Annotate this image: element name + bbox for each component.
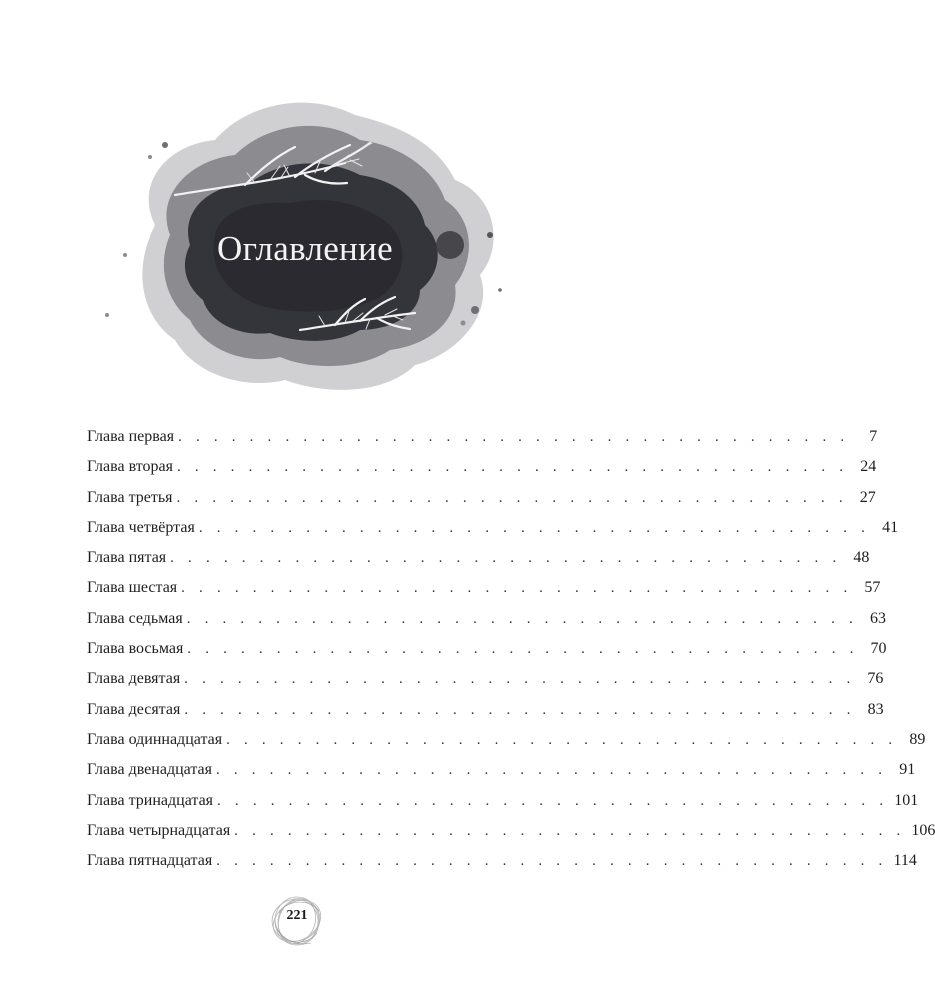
toc-entry-page: 48 xyxy=(853,549,870,567)
dot-leader: . . . . . . . . . . . . . . . . . . . . . . . . . . . . . . . . . . . . . . xyxy=(217,792,889,809)
toc-entry[interactable] xyxy=(87,852,917,882)
dot-leader: . . . . . . . . . . . . . . . . . . . . . . . . . . . . . . . . . . . . . . xyxy=(184,671,856,688)
page-title: Оглавление xyxy=(217,229,393,268)
toc-entry[interactable] xyxy=(87,549,870,579)
dot-leader: . . . . . . . . . . . . . . . . . . . . . . . . . . . . . . . . . . . . . . xyxy=(170,550,842,567)
toc-entry[interactable] xyxy=(87,579,881,609)
dot-leader: . . . . . . . . . . . . . . . . . . . . . . . . . . . . . . . . . . . . . . xyxy=(215,762,888,779)
toc-entry-label: Глава тринадцатая xyxy=(87,791,214,809)
dot-leader: . . . . . . . . . . . . . . . . . . . . . . . . . . . . . . . . . . . . . . xyxy=(176,489,848,506)
dot-leader: . . . . . . . . . . . . . . . . . . . . . . . . . . . . . . . . . . . . . . xyxy=(178,429,850,445)
toc-entry-page: 70 xyxy=(870,640,887,658)
toc-entry-label: Глава одиннадцатая xyxy=(87,730,223,748)
toc-entry-label: Глава третья xyxy=(87,488,173,506)
dot-leader: . . . . . . . . . . . . . . . . . . . . . . . . . . . . . . . . . . . . . . xyxy=(181,580,853,597)
toc-entry[interactable] xyxy=(87,761,916,791)
dot-leader: . . . . . . . . . . . . . . . . . . . . . . . . . . . . . . . . . . . . . . xyxy=(186,610,858,627)
toc-entry-page: 63 xyxy=(869,609,886,627)
toc-entry-page: 106 xyxy=(911,821,935,839)
toc-entry[interactable] xyxy=(87,458,877,488)
toc-entry[interactable] xyxy=(87,821,935,852)
toc-entry-page: 91 xyxy=(899,761,916,779)
toc-entry-label: Глава пятая xyxy=(87,549,167,567)
toc-entry-page: 83 xyxy=(867,700,884,718)
toc-entry-label: Глава восьмая xyxy=(87,640,184,658)
toc-entry-label: Глава четвёртая xyxy=(87,518,195,536)
table-of-contents xyxy=(87,428,935,882)
toc-entry-page: 57 xyxy=(864,579,881,597)
toc-entry-label: Глава девятая xyxy=(87,670,181,688)
toc-entry-label: Глава шестая xyxy=(87,579,178,597)
toc-entry-label: Глава четырнадцатая xyxy=(87,821,231,839)
toc-entry-page: 89 xyxy=(909,730,926,748)
page-number: 221 xyxy=(286,908,308,923)
dot-leader: . . . . . . . . . . . . . . . . . . . . . . . . . . . . . . . . . . . . . . xyxy=(216,853,888,870)
toc-entry[interactable] xyxy=(87,518,899,549)
toc-entry[interactable] xyxy=(87,791,919,822)
dot-leader: . . . . . . . . . . . . . . . . . . . . . . . . . . . . . . . . . . . . . . xyxy=(234,822,906,839)
toc-entry-page: 24 xyxy=(860,458,877,476)
toc-entry-label: Глава пятнадцатая xyxy=(87,852,213,870)
toc-entry-label: Глава вторая xyxy=(87,458,173,476)
toc-entry[interactable] xyxy=(87,670,884,700)
dot-leader: . . . . . . . . . . . . . . . . . . . . . . . . . . . . . . . . . . . . . . xyxy=(198,519,871,536)
page-number-badge xyxy=(265,893,329,949)
dot-leader: . . . . . . . . . . . . . . . . . . . . . . . . . . . . . . . . . . . . . . xyxy=(184,701,856,718)
toc-entry-label: Глава десятая xyxy=(87,700,181,718)
toc-entry-page: 27 xyxy=(859,488,876,506)
dot-leader: . . . . . . . . . . . . . . . . . . . . . . . . . . . . . . . . . . . . . . xyxy=(176,459,849,476)
toc-entry[interactable] xyxy=(87,640,887,670)
toc-entry-label: Глава двенадцатая xyxy=(87,761,212,779)
toc-entry-page: 101 xyxy=(894,791,919,809)
toc-entry-page: 41 xyxy=(882,518,899,536)
toc-entry[interactable] xyxy=(87,488,876,519)
dot-leader: . . . . . . . . . . . . . . . . . . . . . . . . . . . . . . . . . . . . . . xyxy=(187,641,859,658)
toc-entry-label: Глава седьмая xyxy=(87,609,183,627)
toc-entry[interactable] xyxy=(87,609,886,640)
toc-entry[interactable] xyxy=(87,428,878,458)
toc-entry[interactable] xyxy=(87,730,926,761)
toc-entry-page: 7 xyxy=(869,428,878,445)
toc-entry-label: Глава первая xyxy=(87,428,175,445)
dot-leader: . . . . . . . . . . . . . . . . . . . . . . . . . . . . . . . . . . . . . . xyxy=(226,731,898,748)
toc-entry-page: 76 xyxy=(867,670,884,688)
toc-entry[interactable] xyxy=(87,700,884,731)
toc-entry-page: 114 xyxy=(893,852,917,870)
